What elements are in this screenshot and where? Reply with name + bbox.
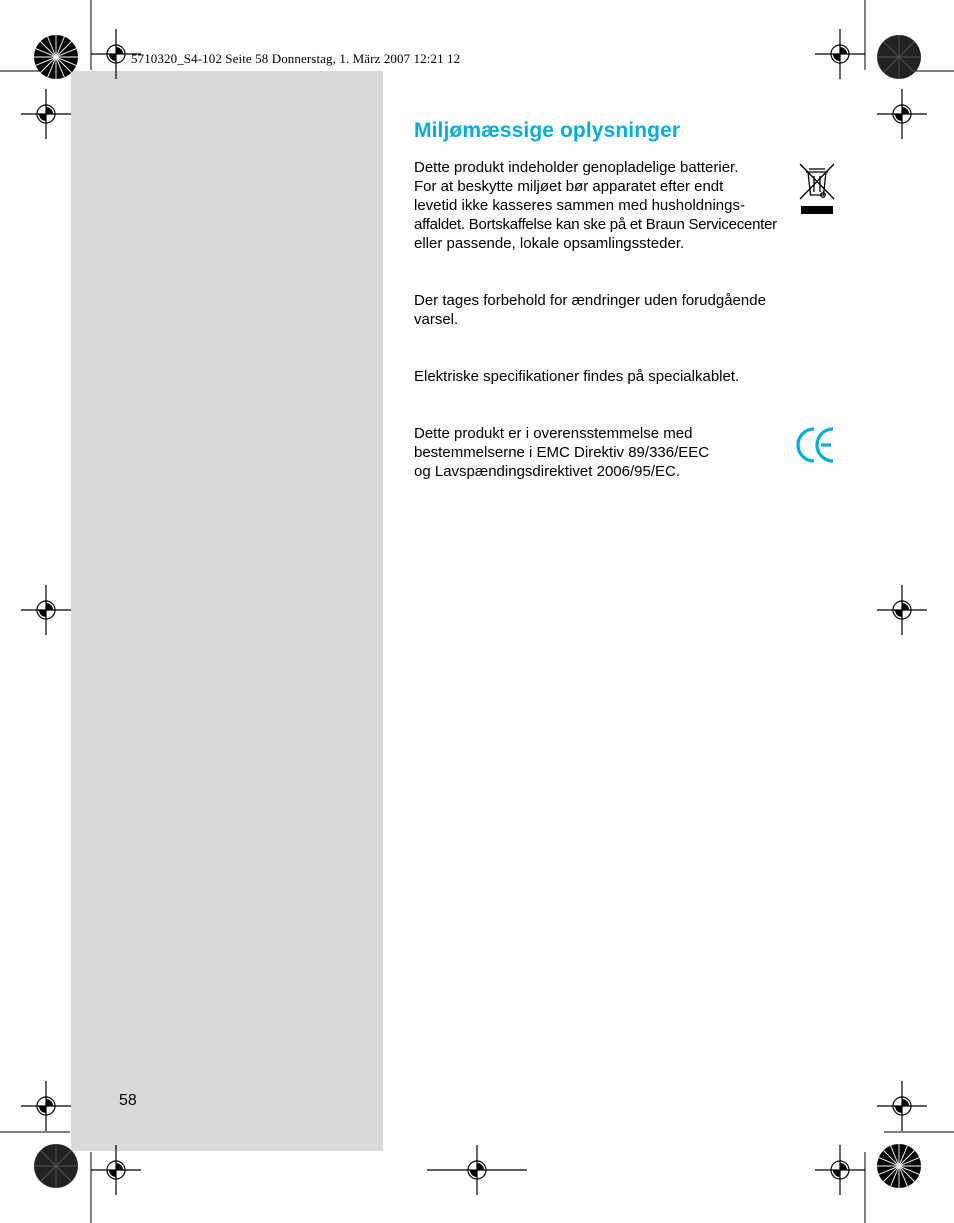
registration-mark-icon — [815, 1145, 865, 1195]
changes-paragraph — [414, 291, 766, 329]
registration-mark-icon — [21, 585, 71, 635]
paragraph-line: og Lavspændingsdirektivet 2006/95/EC. — [414, 463, 681, 480]
crossed-out-wheelie-bin-icon — [797, 161, 837, 217]
registration-mark-icon — [877, 1081, 927, 1131]
electrical-paragraph — [414, 367, 739, 386]
conformity-paragraph — [414, 424, 709, 481]
starburst-target-icon — [33, 1143, 79, 1189]
starburst-target-icon — [876, 1143, 922, 1189]
paragraph-line: Dette produkt er i overensstemmelse med — [414, 425, 693, 442]
paragraph-line: varsel. — [414, 311, 459, 328]
paragraph-line: Elektriske specifikationer findes på specialkablet. — [414, 368, 740, 385]
registration-mark-icon — [877, 89, 927, 139]
disposal-paragraph — [414, 158, 777, 253]
starburst-target-icon — [876, 34, 922, 80]
paragraph-line: levetid ikke kasseres sammen med husholdnings- — [414, 197, 745, 214]
paragraph-line: affaldet. Bortskaffelse kan ske på et Braun Servicecenter — [414, 216, 777, 233]
starburst-target-icon — [33, 34, 79, 80]
registration-mark-icon — [21, 1081, 71, 1131]
paragraph-line: Der tages forbehold for ændringer uden forudgående — [414, 292, 766, 309]
print-info-header: 5710320_S4-102 Seite 58 Donnerstag, 1. März 2007 12:21 12 — [131, 51, 461, 66]
paragraph-line: For at beskytte miljøet bør apparatet efter endt — [414, 178, 724, 195]
registration-mark-icon — [815, 29, 865, 79]
page-title: Miljømæssige oplysninger — [414, 119, 681, 142]
paragraph-line: eller passende, lokale opsamlingssteder. — [414, 235, 685, 252]
page-number: 58 — [119, 1092, 137, 1109]
paragraph-line: bestemmelserne i EMC Direktiv 89/336/EEC — [414, 444, 710, 461]
registration-mark-icon — [91, 1145, 141, 1195]
registration-mark-icon — [877, 585, 927, 635]
ce-mark-icon — [796, 425, 836, 465]
paragraph-line: Dette produkt indeholder genopladelige batterier. — [414, 159, 739, 176]
registration-mark-icon — [427, 1145, 527, 1195]
registration-mark-icon — [21, 89, 71, 139]
